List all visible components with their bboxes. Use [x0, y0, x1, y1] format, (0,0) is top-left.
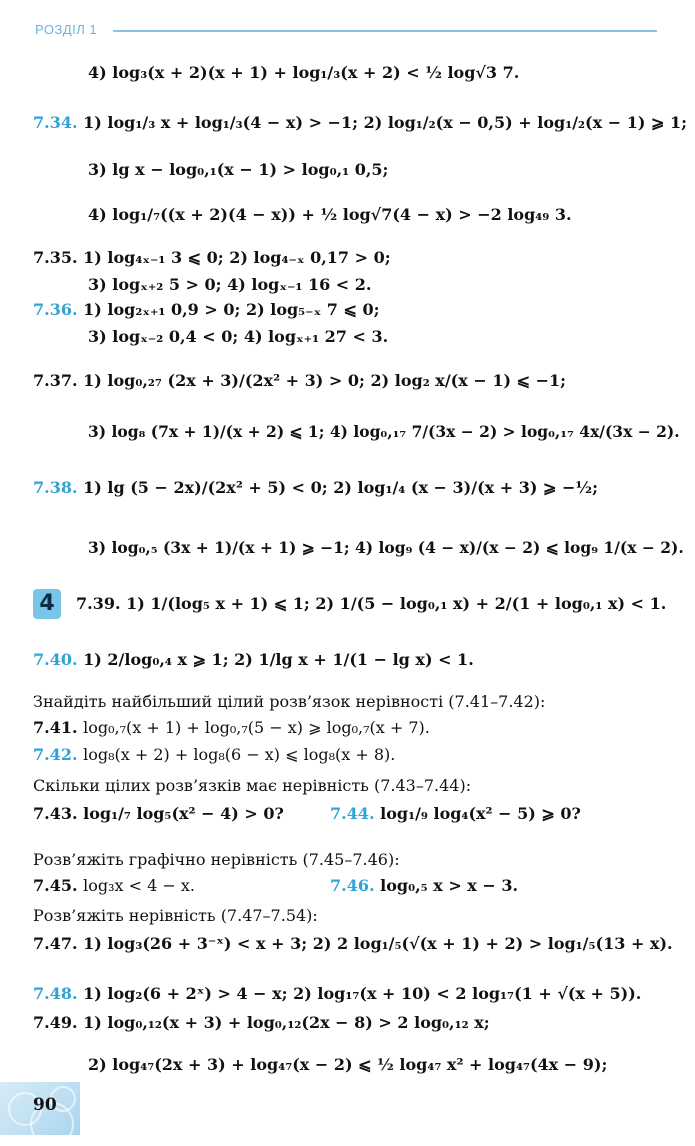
exercise-line: 3) log₈ (7x + 1)/(x + 2) ⩽ 1; 4) log₀,₁₇ 7/(3x − 2) > log₀,₁₇ 4x/(3x − 2).: [88, 422, 680, 441]
exercise-line: 3) logₓ₋₂ 0,4 < 0; 4) logₓ₊₁ 27 < 3.: [88, 327, 389, 346]
section-instruction: Знайдіть найбільший цілий розв’язок нерівності (7.41–7.42):: [33, 692, 546, 711]
exercise-7-34-line-1: 7.34. 1) log₁/₃ x + log₁/₃(4 − x) > −1; 2) log₁/₂(x − 0,5) + log₁/₂(x − 1) ⩾ 1;: [33, 113, 687, 132]
exercise-7-44-line: 7.44. log₁/₉ log₄(x² − 5) ⩾ 0?: [330, 804, 581, 823]
exercise-7-42-line: 7.42. log₈(x + 2) + log₈(6 − x) ⩽ log₈(x + 8).: [33, 745, 396, 764]
exercise-7-45-line: 7.45. log₃x < 4 − x.: [33, 876, 195, 895]
exercise-7-46-line: 7.46. log₀,₅ x > x − 3.: [330, 876, 519, 895]
exercise-line: 3) log₀,₅ (3x + 1)/(x + 1) ⩾ −1; 4) log₉ (4 − x)/(x − 2) ⩽ log₉ 1/(x − 2).: [88, 538, 684, 557]
chapter-label: РОЗДІЛ 1: [35, 22, 98, 37]
exercise-line: 3) lg x − log₀,₁(x − 1) > log₀,₁ 0,5;: [88, 160, 389, 179]
exercise-7-48-line: 7.48. 1) log₂(6 + 2ˣ) > 4 − x; 2) log₁₇(x + 10) < 2 log₁₇(1 + √(x + 5)).: [33, 984, 642, 1003]
exercise-line: 2) log₄₇(2x + 3) + log₄₇(x − 2) ⩽ ½ log₄₇ x² + log₄₇(4x − 9);: [88, 1055, 608, 1074]
exercise-7-43-line: 7.43. log₁/₇ log₅(x² − 4) > 0?: [33, 804, 284, 823]
section-instruction: Скільки цілих розв’язків має нерівність (7.43–7.44):: [33, 776, 472, 795]
exercise-7-37-line-1: 7.37. 1) log₀,₂₇ (2x + 3)/(2x² + 3) > 0; 2) log₂ x/(x − 1) ⩽ −1;: [33, 371, 567, 390]
level-badge: 4: [33, 589, 61, 619]
exercise-7-35-line-1: 7.35. 1) log₄ₓ₋₁ 3 ⩽ 0; 2) log₄₋ₓ 0,17 > 0;: [33, 248, 391, 267]
exercise-7-39-line: 7.39. 1) 1/(log₅ x + 1) ⩽ 1; 2) 1/(5 − log₀,₁ x) + 2/(1 + log₀,₁ x) < 1.: [76, 594, 667, 613]
section-instruction: Розв’яжіть нерівність (7.47–7.54):: [33, 906, 318, 925]
exercise-line: 3) logₓ₊₂ 5 > 0; 4) logₓ₋₁ 16 < 2.: [88, 275, 372, 294]
exercise-7-49-line-1: 7.49. 1) log₀,₁₂(x + 3) + log₀,₁₂(2x − 8) > 2 log₀,₁₂ x;: [33, 1013, 490, 1032]
exercise-7-41-line: 7.41. log₀,₇(x + 1) + log₀,₇(5 − x) ⩾ log₀,₇(x + 7).: [33, 718, 430, 737]
exercise-7-47-line: 7.47. 1) log₃(26 + 3⁻ˣ) < x + 3; 2) 2 log₁/₅(√(x + 1) + 2) > log₁/₅(13 + x).: [33, 934, 673, 953]
exercise-7-40-line: 7.40. 1) 2/log₀,₄ x ⩾ 1; 2) 1/lg x + 1/(1 − lg x) < 1.: [33, 650, 474, 669]
exercise-7-36-line-1: 7.36. 1) log₂ₓ₊₁ 0,9 > 0; 2) log₅₋ₓ 7 ⩽ 0;: [33, 300, 380, 319]
exercise-7-38-line-1: 7.38. 1) lg (5 − 2x)/(2x² + 5) < 0; 2) log₁/₄ (x − 3)/(x + 3) ⩾ −½;: [33, 478, 598, 497]
exercise-line: 4) log₁/₇((x + 2)(4 − x)) + ½ log√7(4 − x) > −2 log₄₉ 3.: [88, 205, 572, 224]
page-number: 90: [33, 1095, 57, 1115]
section-instruction: Розв’яжіть графічно нерівність (7.45–7.46):: [33, 850, 400, 869]
exercise-line: 4) log₃(x + 2)(x + 1) + log₁/₃(x + 2) < ½ log√3 7.: [88, 63, 520, 82]
